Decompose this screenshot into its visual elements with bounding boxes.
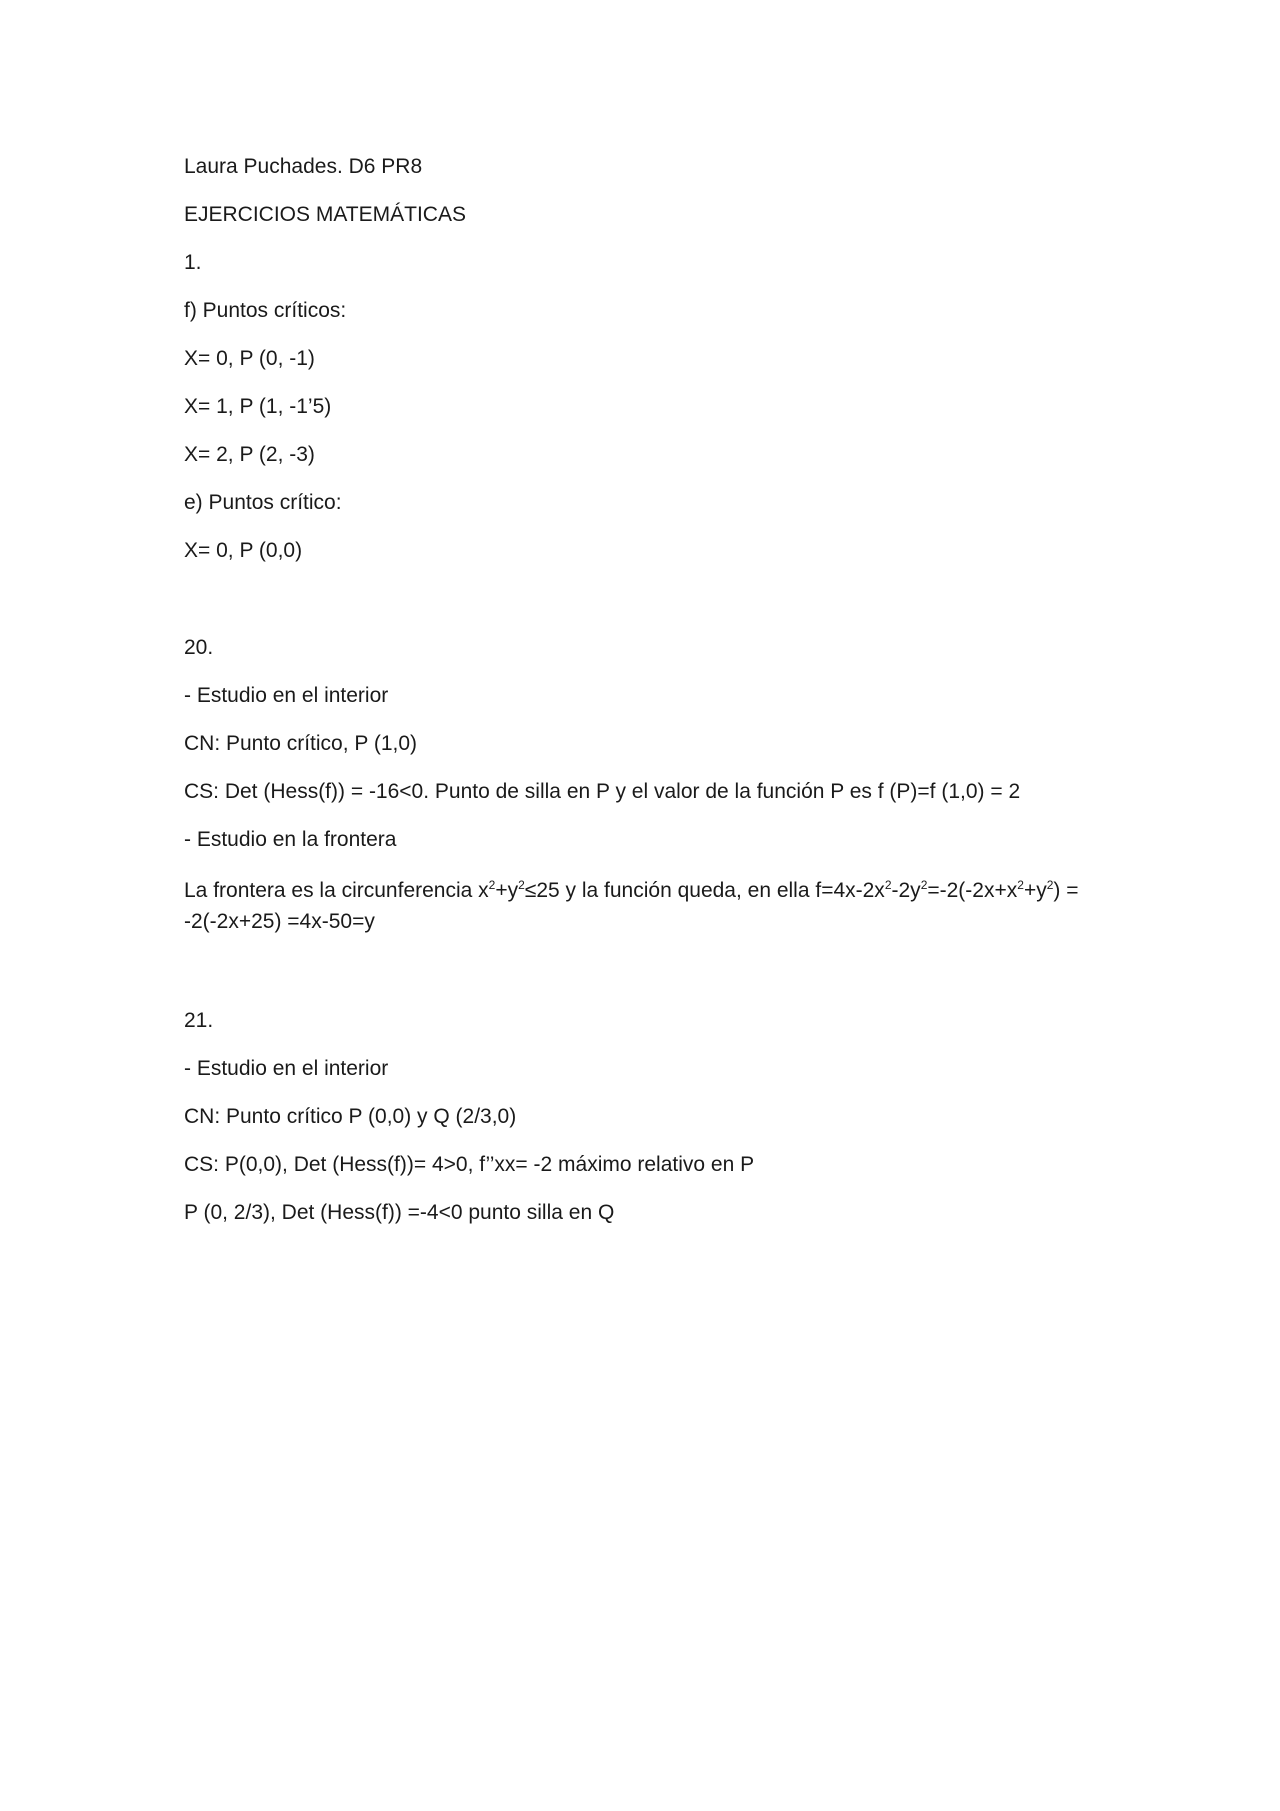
frontier-text-part: -2y	[891, 879, 921, 902]
superscript: 2	[1046, 878, 1054, 892]
exercise-20-interior-heading: - Estudio en el interior	[184, 684, 389, 707]
paragraph-spacer	[184, 586, 1104, 635]
frontier-text-part: ) = -2(-2x+25) =4x-50=y	[184, 879, 1085, 933]
exercise-21-number: 21.	[184, 1009, 214, 1032]
exercise-21-interior-heading: - Estudio en el interior	[184, 1057, 389, 1080]
author-line: Laura Puchades. D6 PR8	[184, 155, 423, 178]
exercise-20-number: 20.	[184, 636, 214, 659]
paragraph-spacer	[184, 959, 1104, 1008]
superscript: 2	[518, 878, 525, 892]
exercise-21-cn: CN: Punto crítico P (0,0) y Q (2/3,0)	[184, 1105, 517, 1128]
critical-point-line: X= 1, P (1, -1’5)	[184, 395, 332, 418]
frontier-text-part: La frontera es la circunferencia x	[184, 879, 489, 902]
document-title: EJERCICIOS MATEMÁTICAS	[184, 203, 466, 226]
exercise-20-cn: CN: Punto crítico, P (1,0)	[184, 732, 418, 755]
exercise-1-part-f-heading: f) Puntos críticos:	[184, 299, 347, 322]
exercise-20-frontier-text	[184, 875, 1104, 937]
superscript: 2	[1017, 878, 1024, 892]
exercise-21-cs-second: P (0, 2/3), Det (Hess(f)) =-4<0 punto silla en Q	[184, 1201, 615, 1224]
document-body	[184, 154, 1104, 1248]
superscript: 2	[920, 878, 928, 892]
critical-point-line: X= 2, P (2, -3)	[184, 443, 315, 466]
exercise-1-part-e-heading: e) Puntos crítico:	[184, 491, 342, 514]
superscript: 2	[884, 878, 892, 892]
frontier-text-part: =-2(-2x+x	[927, 879, 1018, 902]
frontier-text-part: +y	[495, 879, 519, 902]
exercise-21-cs: CS: P(0,0), Det (Hess(f))= 4>0, f’’xx= -2 máximo relativo en P	[184, 1153, 755, 1176]
superscript: 2	[488, 878, 496, 892]
critical-point-line: X= 0, P (0, -1)	[184, 347, 315, 370]
exercise-20-cs: CS: Det (Hess(f)) = -16<0. Punto de silla en P y el valor de la función P es f (P)=f (1,0) = 2	[184, 780, 1021, 803]
frontier-text-part: ≤25 y la función queda, en ella f=4x-2x	[524, 879, 885, 902]
exercise-1-number: 1.	[184, 251, 202, 274]
critical-point-line: X= 0, P (0,0)	[184, 539, 303, 562]
frontier-text-part: +y	[1023, 879, 1047, 902]
exercise-20-frontier-heading: - Estudio en la frontera	[184, 828, 397, 851]
